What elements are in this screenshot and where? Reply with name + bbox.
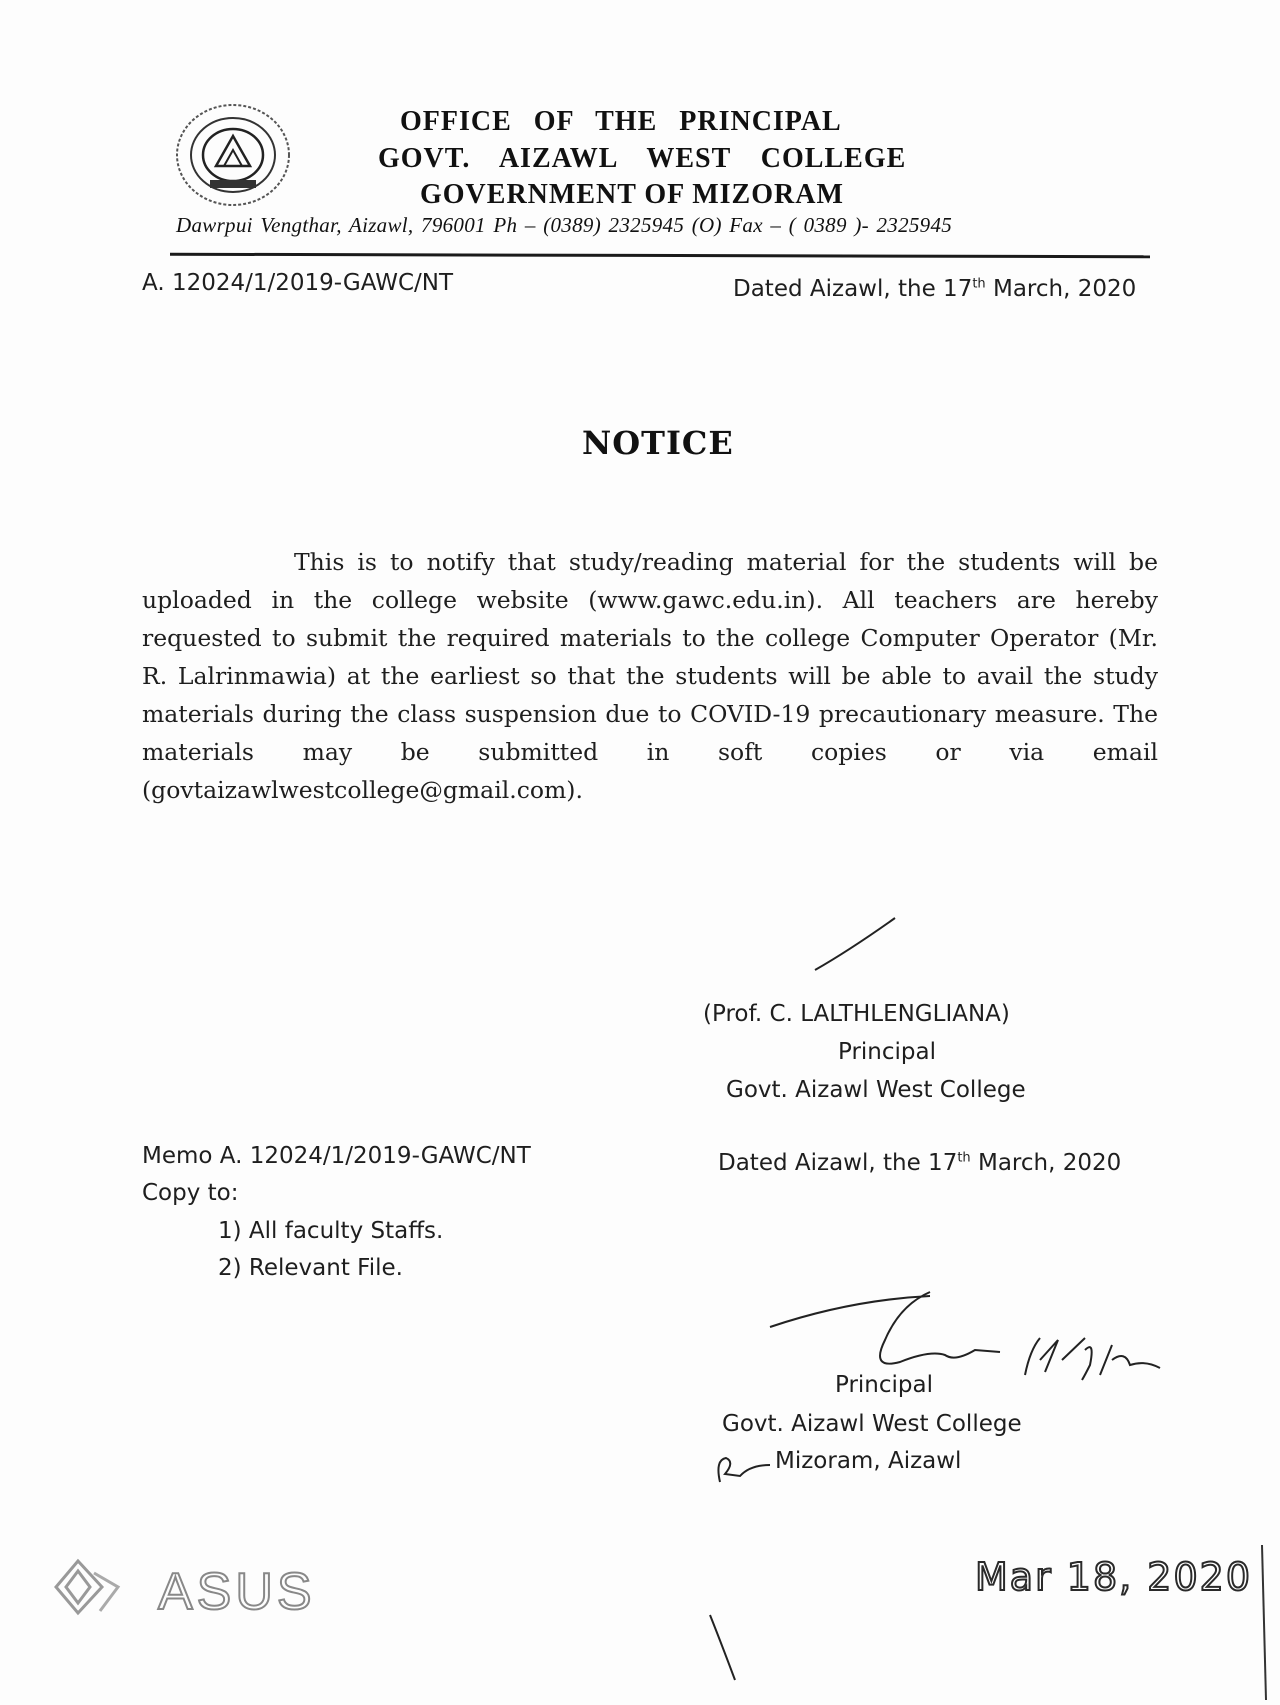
- scan-edge: [1262, 1545, 1266, 1700]
- copy-item: 2) Relevant File.: [218, 1255, 403, 1281]
- memo-date: Dated Aizawl, the 17th March, 2020: [718, 1150, 1122, 1176]
- letterhead-divider: [170, 253, 1150, 259]
- signatory-college: Govt. Aizawl West College: [726, 1077, 1026, 1103]
- signature-stroke: [880, 1292, 1000, 1364]
- signatory-name: (Prof. C. LALTHLENGLIANA): [703, 1001, 1010, 1027]
- signature-stroke: [815, 918, 895, 970]
- letterhead-address: Dawrpui Vengthar, Aizawl, 796001 Ph – (0389) 2325945 (O) Fax – ( 0389 )- 2325945: [176, 213, 953, 237]
- notice-title: NOTICE: [582, 424, 734, 462]
- second-signatory-college: Govt. Aizawl West College: [722, 1411, 1022, 1437]
- letterhead-office: OFFICE OF THE PRINCIPAL: [400, 106, 842, 137]
- signatory-designation: Principal: [838, 1039, 937, 1065]
- letterhead-college: GOVT. AIZAWL WEST COLLEGE: [378, 143, 907, 174]
- second-signatory-place: Mizoram, Aizawl: [775, 1448, 962, 1474]
- second-signatory-designation: Principal: [835, 1372, 934, 1398]
- copy-to-label: Copy to:: [142, 1180, 239, 1206]
- handwritten-date-mark: [1025, 1338, 1160, 1380]
- college-seal-icon: [172, 100, 294, 210]
- notice-body: This is to notify that study/reading material for the students will be uploaded in the college website (www.gawc.edu.in). All teachers are hereby requested to submit the required materials to the college Computer Operator (Mr. R. Lalrinmawia) at the earliest so that the students will be able to avail the study materials during the class suspension due to COVID-19 precautionary measure. The materials may be submitted in soft copies or via email (govtaizawlwestcollege@gmail.com).: [142, 548, 1158, 804]
- initials-mark: [718, 1458, 770, 1482]
- memo-reference: Memo A. 12024/1/2019-GAWC/NT: [142, 1143, 531, 1169]
- pen-stroke: [710, 1615, 735, 1680]
- notice-date: Dated Aizawl, the 17th March, 2020: [733, 276, 1137, 302]
- svg-text:ASUS: ASUS: [158, 1563, 316, 1621]
- scan-date-stamp: Mar 18, 2020: [975, 1555, 1252, 1599]
- asus-logo-icon: [48, 1553, 348, 1623]
- letterhead-government: GOVERNMENT OF MIZORAM: [420, 179, 844, 210]
- reference-number: A. 12024/1/2019-GAWC/NT: [142, 270, 454, 296]
- copy-item: 1) All faculty Staffs.: [218, 1218, 444, 1244]
- signature-stroke: [770, 1296, 930, 1327]
